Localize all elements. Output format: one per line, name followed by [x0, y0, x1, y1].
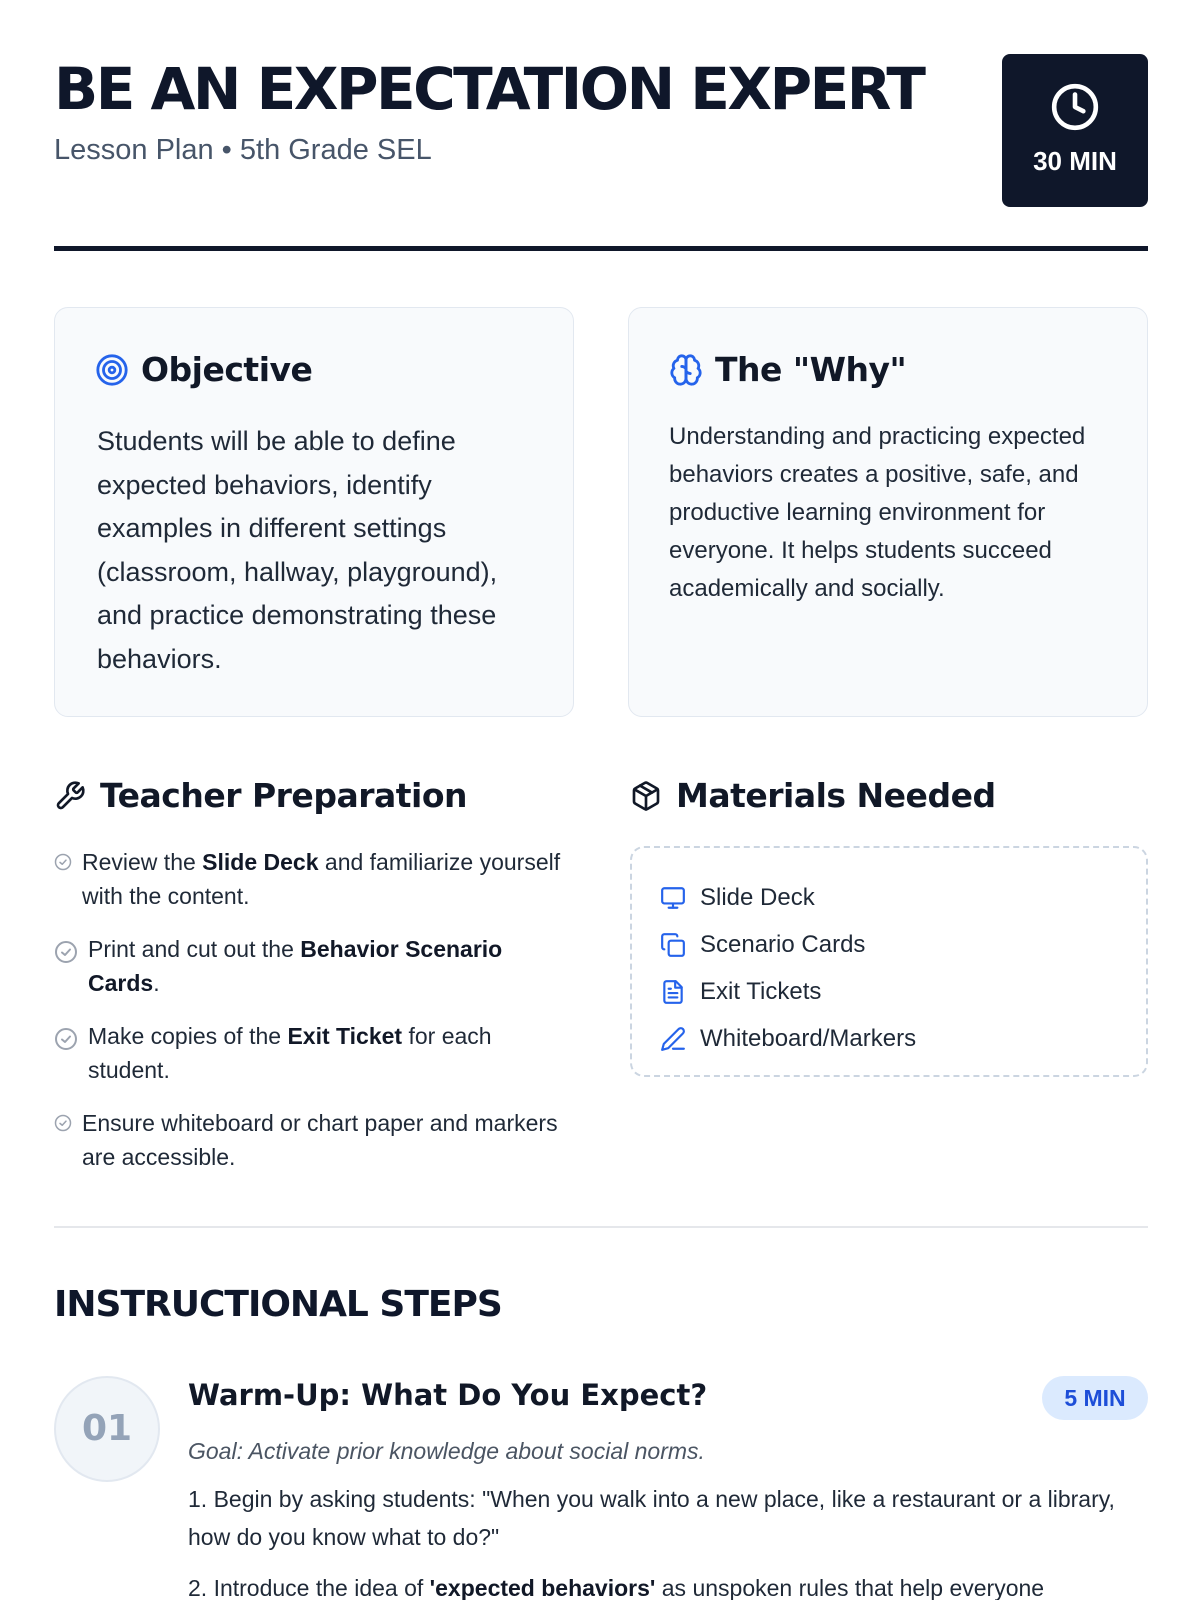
teacher-prep-list — [54, 845, 574, 1193]
why-text: Understanding and practicing expected behaviors creates a positive, safe, and productive learning environment for everyone. It helps students succeed academically and socially. — [669, 423, 1086, 602]
material-label: Exit Tickets — [700, 977, 822, 1005]
why-heading — [669, 350, 906, 389]
file-text-icon — [660, 979, 686, 1005]
step-instruction-2: 2. Introduce the idea of 'expected behaviors' as unspoken rules that help everyone — [188, 1575, 1045, 1600]
page-subtitle: Lesson Plan • 5th Grade SEL — [54, 134, 432, 166]
step-time-badge: 5 MIN — [1042, 1376, 1148, 1420]
prep-item — [54, 1106, 574, 1174]
duration-badge — [1002, 54, 1148, 207]
page-title: BE AN EXPECTATION EXPERT — [54, 55, 924, 123]
step-instruction-1: 1. Begin by asking students: "When you walk into a new place, like a restaurant or a library, how do you know what to do?" — [188, 1486, 1115, 1550]
target-icon — [95, 353, 129, 387]
package-icon — [630, 780, 662, 812]
objective-card — [54, 307, 574, 717]
header-rule — [54, 246, 1148, 251]
copy-icon — [660, 932, 686, 958]
materials-title: Materials Needed — [676, 776, 996, 815]
teacher-prep-heading — [54, 776, 467, 815]
why-card — [628, 307, 1148, 717]
materials-heading — [630, 776, 996, 815]
step-goal: Goal: Activate prior knowledge about social norms. — [188, 1438, 705, 1464]
prep-item — [54, 932, 574, 1000]
step-title: Warm-Up: What Do You Expect? — [188, 1378, 708, 1412]
materials-box — [630, 846, 1148, 1077]
material-label: Slide Deck — [700, 883, 815, 911]
prep-item-text: Print and cut out the Behavior Scenario Cards. — [88, 936, 503, 996]
why-title: The "Why" — [715, 350, 907, 389]
section-divider — [54, 1226, 1148, 1228]
check-circle-icon — [54, 1114, 72, 1132]
wrench-icon — [54, 780, 86, 812]
check-circle-icon — [54, 853, 72, 871]
monitor-icon — [660, 885, 686, 911]
teacher-prep-title: Teacher Preparation — [100, 776, 468, 815]
prep-item — [54, 845, 574, 913]
material-label: Whiteboard/Markers — [700, 1024, 917, 1052]
duration-text: 30 MIN — [1033, 146, 1117, 176]
instructional-steps-title: INSTRUCTIONAL STEPS — [54, 1284, 502, 1325]
prep-item — [54, 1019, 574, 1087]
step-number: 01 — [54, 1376, 160, 1482]
prep-item-text: Review the Slide Deck and familiarize yourself with the content. — [82, 849, 561, 909]
objective-title: Objective — [141, 350, 313, 389]
objective-heading — [95, 350, 312, 389]
clock-icon — [1050, 82, 1100, 132]
check-circle-icon — [54, 1027, 78, 1051]
material-item — [660, 874, 916, 921]
lesson-header — [54, 54, 1148, 254]
material-item — [660, 921, 916, 968]
check-circle-icon — [54, 940, 78, 964]
prep-item-text: Make copies of the Exit Ticket for each student. — [88, 1023, 492, 1083]
material-item — [660, 968, 916, 1015]
material-label: Scenario Cards — [700, 930, 866, 958]
materials-list — [660, 874, 916, 1062]
objective-text: Students will be able to define expected behaviors, identify examples in different settings (classroom, hallway, playground), and practice demonstrating these behaviors. — [97, 426, 498, 674]
brain-icon — [669, 353, 703, 387]
material-item — [660, 1015, 916, 1062]
pen-icon — [660, 1026, 686, 1052]
prep-item-text: Ensure whiteboard or chart paper and markers are accessible. — [82, 1110, 558, 1170]
